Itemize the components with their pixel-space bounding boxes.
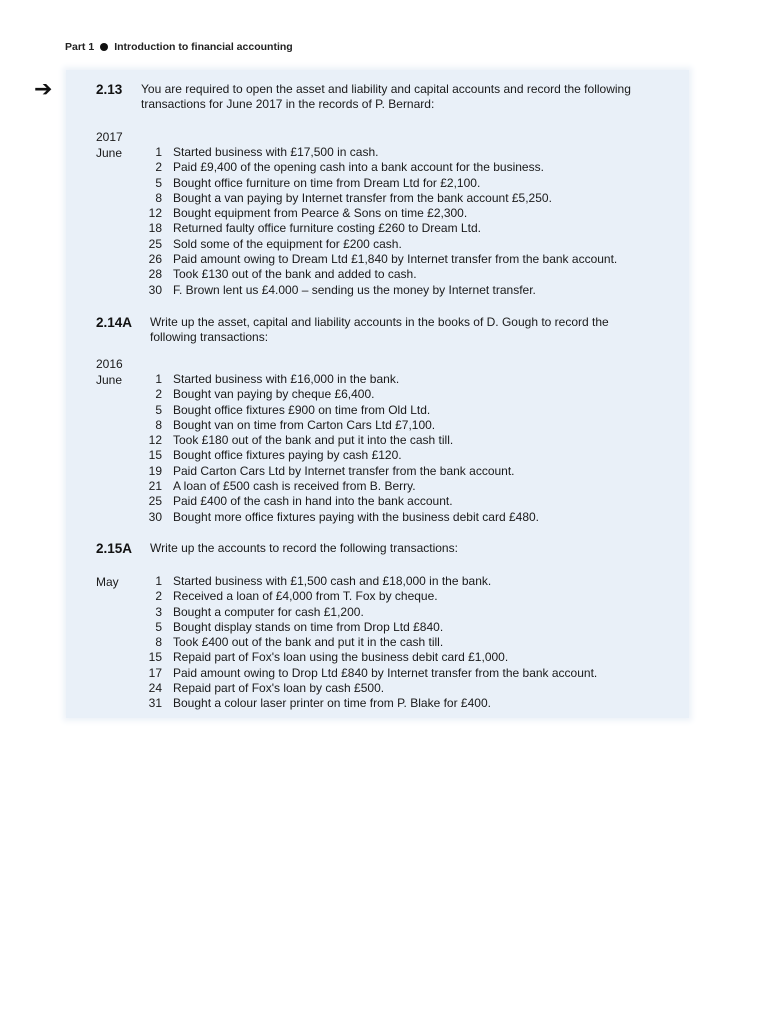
- question-number: 2.13: [96, 82, 123, 97]
- transaction-day: 25: [148, 494, 162, 509]
- transaction-day: 2: [155, 160, 162, 175]
- transaction-day: 28: [148, 267, 162, 282]
- transaction-description: Bought van on time from Carton Cars Ltd £7,100.: [173, 417, 436, 432]
- question-line-2: following transactions:: [150, 330, 269, 344]
- month-label: June: [96, 373, 123, 387]
- question-line-2: transactions for June 2017 in the records of P. Bernard:: [141, 97, 435, 111]
- question-line-1: Write up the accounts to record the following transactions:: [150, 541, 458, 555]
- transaction-day: 5: [155, 402, 162, 417]
- transaction-description: Bought office furniture on time from Dream Ltd for £2,100.: [173, 175, 481, 190]
- bullet-icon: [100, 43, 108, 51]
- transaction-description: Bought office fixtures paying by cash £120.: [173, 448, 402, 463]
- question-text: [150, 541, 710, 556]
- transaction-day: 15: [148, 650, 162, 665]
- question-text: [150, 315, 710, 345]
- transaction-day: 1: [155, 574, 162, 588]
- transaction-day: 15: [148, 448, 162, 463]
- transaction-description: Started business with £16,000 in the bank.: [173, 372, 400, 386]
- question-number: 2.15A: [96, 541, 133, 556]
- transaction-day: 5: [155, 175, 162, 190]
- question-line-1: Write up the asset, capital and liability accounts in the books of D. Gough to record the: [150, 315, 609, 329]
- transaction-description: Bought a computer for cash £1,200.: [173, 604, 364, 619]
- month-label: June: [96, 146, 123, 160]
- transaction-day: 18: [148, 221, 162, 236]
- month-label: May: [96, 575, 119, 589]
- transaction-description: Sold some of the equipment for £200 cash.: [173, 236, 402, 251]
- transaction-description: Took £180 out of the bank and put it into the cash till.: [173, 433, 454, 448]
- transaction-description: Repaid part of Fox's loan by cash £500.: [173, 681, 385, 696]
- transaction-day: 12: [148, 206, 162, 221]
- transaction-description: Paid £400 of the cash in hand into the bank account.: [173, 494, 453, 509]
- transaction-description: Paid Carton Cars Ltd by Internet transfer from the bank account.: [173, 463, 515, 478]
- transaction-description: Bought more office fixtures paying with the business debit card £480.: [173, 509, 539, 524]
- transaction-day: 5: [155, 619, 162, 634]
- transaction-day: 1: [155, 372, 162, 386]
- transaction-description: Received a loan of £4,000 from T. Fox by cheque.: [173, 589, 438, 604]
- transaction-description: Paid £9,400 of the opening cash into a bank account for the business.: [173, 160, 544, 175]
- transaction-day: 21: [148, 479, 162, 494]
- question-number: 2.14A: [96, 315, 133, 330]
- transaction-day: 25: [148, 236, 162, 251]
- transaction-day: 3: [155, 604, 162, 619]
- transaction-day: 30: [148, 282, 162, 297]
- transaction-description: Bought equipment from Pearce & Sons on time £2,300.: [173, 206, 468, 221]
- transaction-day: 2: [155, 589, 162, 604]
- question-text: [141, 82, 701, 112]
- transaction-description: Bought display stands on time from Drop Ltd £840.: [173, 619, 444, 634]
- arrow-right-icon: ➔: [34, 76, 53, 101]
- transaction-description: Started business with £17,500 in cash.: [173, 145, 379, 159]
- transaction-description: A loan of £500 cash is received from B. Berry.: [173, 479, 416, 494]
- transaction-description: Paid amount owing to Dream Ltd £1,840 by Internet transfer from the bank account.: [173, 252, 618, 267]
- transaction-day: 26: [148, 252, 162, 267]
- transaction-day: 1: [155, 145, 162, 159]
- transaction-description: Paid amount owing to Drop Ltd £840 by Internet transfer from the bank account.: [173, 665, 598, 680]
- transaction-day: 24: [148, 681, 162, 696]
- transaction-day: 8: [155, 190, 162, 205]
- part-label: Part 1: [65, 41, 95, 53]
- transaction-day: 8: [155, 417, 162, 432]
- transaction-description: Bought a van paying by Internet transfer from the bank account £5,250.: [173, 190, 552, 205]
- transaction-day: 2: [155, 387, 162, 402]
- transaction-day: 19: [148, 463, 162, 478]
- transaction-description: Bought van paying by cheque £6,400.: [173, 387, 375, 402]
- question-line-1: You are required to open the asset and liability and capital accounts and record the following: [141, 82, 631, 96]
- chapter-title: Introduction to financial accounting: [114, 41, 293, 53]
- year-label: 2016: [96, 357, 123, 371]
- transaction-day: 31: [148, 696, 162, 711]
- transaction-description: Started business with £1,500 cash and £18,000 in the bank.: [173, 574, 492, 588]
- transaction-description: Bought office fixtures £900 on time from Old Ltd.: [173, 402, 431, 417]
- transaction-day: 12: [148, 433, 162, 448]
- year-label: 2017: [96, 130, 123, 144]
- transaction-description: Repaid part of Fox's loan using the business debit card £1,000.: [173, 650, 509, 665]
- transaction-day: 8: [155, 635, 162, 650]
- transaction-day: 17: [148, 665, 162, 680]
- transaction-description: F. Brown lent us £4.000 – sending us the money by Internet transfer.: [173, 282, 536, 297]
- transaction-description: Took £400 out of the bank and put it in the cash till.: [173, 635, 444, 650]
- transaction-day: 30: [148, 509, 162, 524]
- transaction-description: Took £130 out of the bank and added to cash.: [173, 267, 417, 282]
- transaction-description: Returned faulty office furniture costing £260 to Dream Ltd.: [173, 221, 481, 236]
- running-header: [65, 41, 293, 53]
- transaction-description: Bought a colour laser printer on time from P. Blake for £400.: [173, 696, 491, 711]
